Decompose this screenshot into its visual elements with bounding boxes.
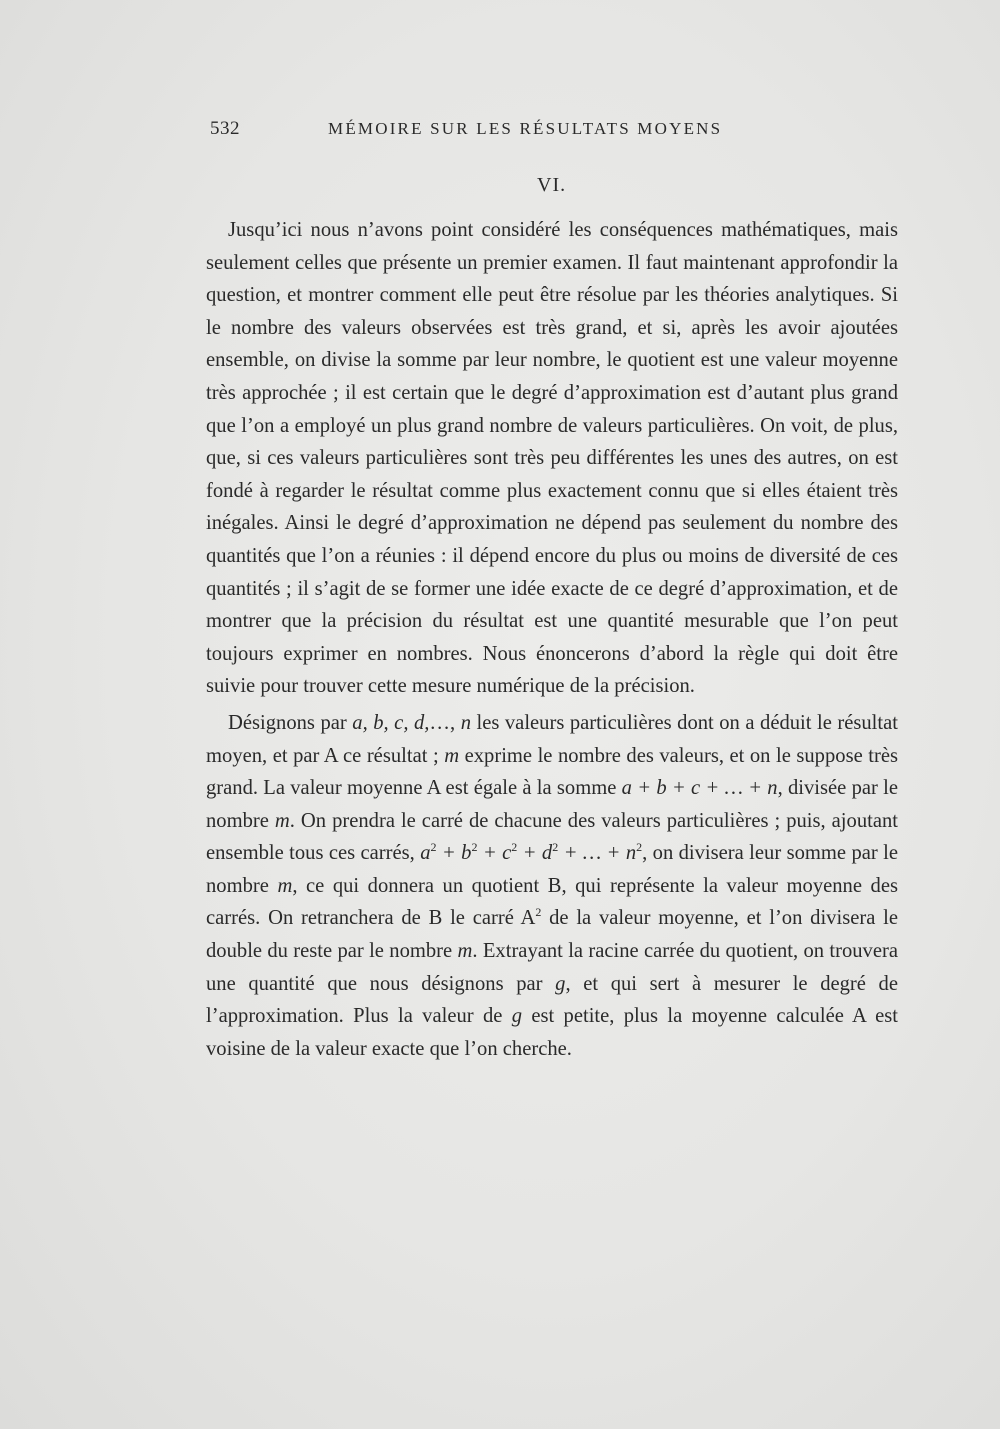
- variable: m: [457, 940, 473, 963]
- paragraph: [206, 707, 898, 1066]
- text-run: , ce qui donnera un quotient B, qui représente la valeur moyenne des carrés. On retranchera de B le carré A: [206, 874, 898, 930]
- page-number: 532: [210, 118, 240, 139]
- exponent: 2: [552, 840, 559, 855]
- text-run: …,: [429, 711, 461, 734]
- formula-term: + d: [517, 842, 553, 865]
- exponent: 2: [636, 840, 643, 855]
- text-run: Désignons par: [228, 711, 353, 734]
- section-number: VI.: [537, 174, 567, 196]
- exponent: 2: [471, 840, 478, 855]
- paragraph: Jusqu’ici nous n’avons point considéré les conséquences mathématiques, mais seulement celles que présente un premier examen. Il faut maintenant approfondir la question, et montrer comment elle peut être résolue par les théories analytiques. Si le nombre des valeurs observées est très grand, et si, après les avoir ajoutées ensemble, on divise la somme par leur nombre, le quotient est une valeur moyenne très approchée ; il est certain que le degré d’approximation est d’autant plus grand que l’on a employé un plus grand nombre de valeurs particulières. On voit, de plus, que, si ces valeurs particulières sont très peu différentes les unes des autres, on est fondé à regarder le résultat comme plus exactement connu que si elles étaient très inégales. Ainsi le degré d’approximation ne dépend pas seulement du nombre des quantités que l’on a réunies : il dépend encore du plus ou moins de diversité de ces quantités ; il s’agit de se former une idée exacte de ce degré d’approximation, et de montrer que la précision du résultat est une quantité mesurable que l’on peut toujours exprimer en nombres. Nous énoncerons d’abord la règle qui doit être suivie pour trouver cette mesure numérique de la précision.: [206, 219, 898, 698]
- text-run: de la valeur moyenne, et l’on divisera le double du reste par le nombre: [206, 907, 898, 963]
- text-run: exprime le nombre des valeurs, et on le suppose très grand. La valeur moyenne A est égale à la somme: [206, 744, 898, 800]
- running-title: MÉMOIRE SUR LES RÉSULTATS MOYENS: [328, 119, 723, 138]
- text-run: . Extrayant la racine carrée du quotient, on trouvera une quantité que nous désignons par: [206, 940, 898, 995]
- formula-term: + … + n: [558, 842, 637, 865]
- exponent: 2: [535, 905, 542, 920]
- variable: g: [511, 1005, 522, 1028]
- variable: m: [277, 874, 293, 897]
- page-header: [210, 118, 900, 142]
- text-run: est petite, plus la moyenne calculée A est voisine de la valeur exacte que l’on cherche.: [206, 1005, 898, 1060]
- variable: m: [444, 744, 460, 767]
- variable: n: [460, 711, 471, 734]
- formula-term: a: [420, 842, 431, 865]
- variable: g: [555, 972, 566, 995]
- text-run: , on divisera leur somme par le nombre: [206, 842, 898, 897]
- formula: a + b + c + … + n: [621, 777, 778, 800]
- text-run: les valeurs particulières dont on a déduit le résultat moyen, et par A ce résultat ;: [206, 711, 898, 767]
- variable: a, b, c, d,: [352, 711, 430, 734]
- formula-term: + c: [477, 842, 512, 865]
- variable: m: [274, 809, 290, 832]
- text-run: . On prendra le carré de chacune des valeurs particulières ; puis, ajoutant ensemble tous ces carrés,: [206, 809, 898, 865]
- exponent: 2: [511, 840, 518, 855]
- text-run: , divisée par le nombre: [206, 777, 898, 832]
- text-run: , et qui sert à mesurer le degré de l’approximation. Plus la valeur de: [206, 972, 898, 1028]
- exponent: 2: [430, 840, 437, 855]
- body-text: [206, 214, 898, 1065]
- formula-term: + b: [436, 842, 472, 865]
